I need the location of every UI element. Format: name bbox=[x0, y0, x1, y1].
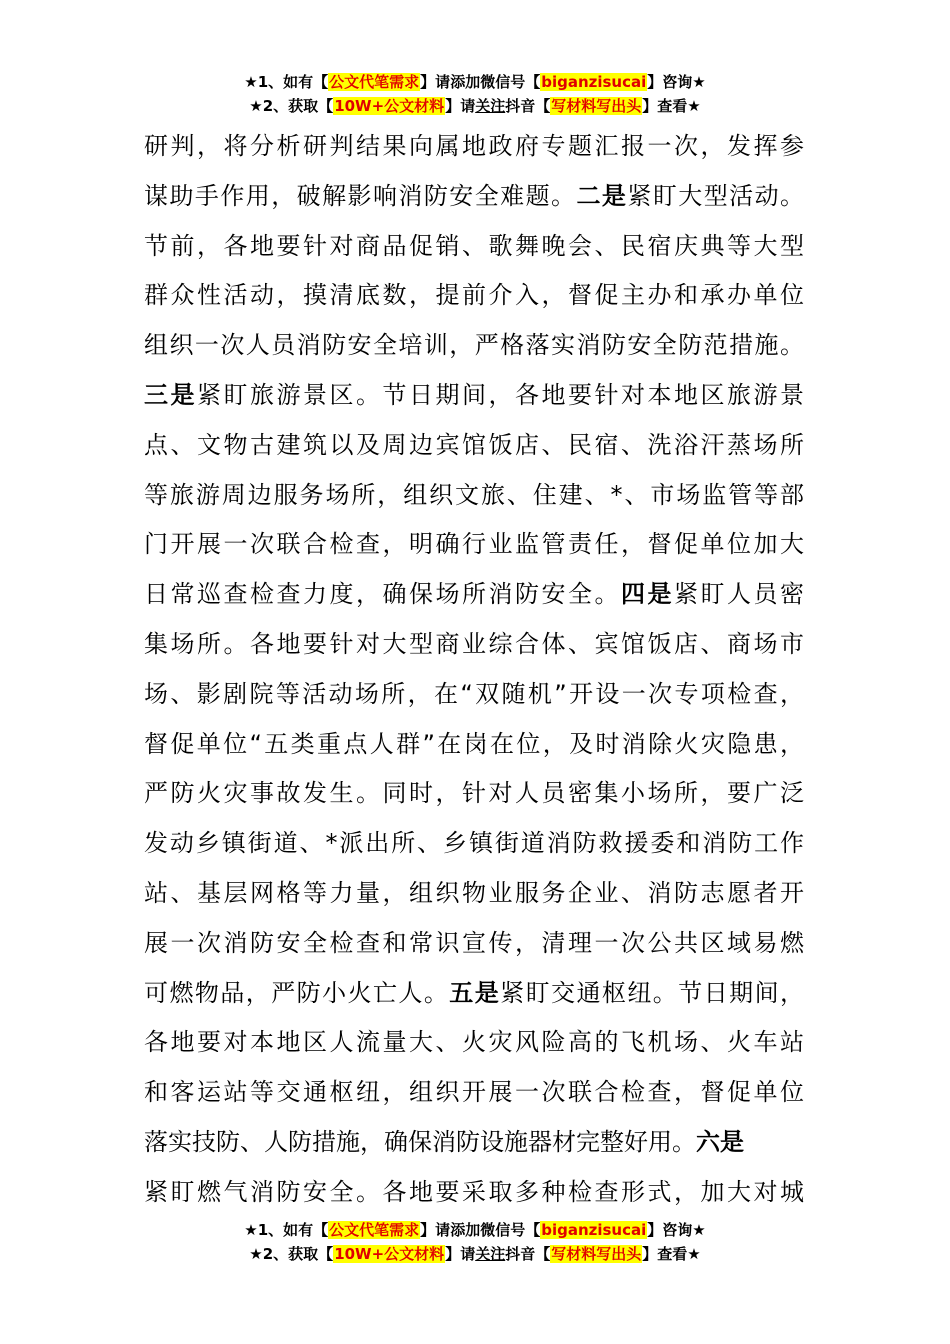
text-line bbox=[144, 819, 804, 869]
text-segment: 集场所。各地要针对大型商业综合体、宾馆饭店、商场市 bbox=[144, 629, 804, 658]
banner-line-1 bbox=[0, 1218, 950, 1242]
text-segment: 严防火灾事故发生。同时，针对人员密集小场所，要广泛 bbox=[144, 779, 804, 808]
text-segment: 紧盯交通枢纽。节日期间， bbox=[500, 978, 805, 1007]
highlight-materials: 10W+公文材料 bbox=[334, 97, 445, 115]
banner-text: 】咨询★ bbox=[647, 73, 706, 91]
text-segment: 点、文物古建筑以及周边宾馆饭店、民宿、洗浴汗蒸场所 bbox=[144, 430, 804, 459]
text-segment: 可燃物品，严防小火亡人。 bbox=[144, 978, 450, 1007]
highlight-wechat-id: biganzisucai bbox=[541, 1221, 647, 1239]
text-segment: 节前，各地要针对商品促销、歌舞晚会、民宿庆典等大型 bbox=[144, 231, 804, 260]
text-line bbox=[144, 421, 804, 471]
banner-text: 】查看★ bbox=[642, 1245, 701, 1263]
banner-text: 】请 bbox=[420, 1221, 451, 1239]
text-line bbox=[144, 570, 804, 620]
point-marker: 六是 bbox=[696, 1127, 744, 1156]
text-line bbox=[144, 520, 804, 570]
text-segment: 和客运站等交通枢纽，组织开展一次联合检查，督促单位 bbox=[144, 1078, 804, 1107]
point-marker: 五是 bbox=[449, 978, 501, 1007]
text-line bbox=[144, 371, 804, 421]
text-line bbox=[144, 321, 804, 371]
banner-text: 】请 bbox=[445, 97, 476, 115]
banner-emphasis: 添加 bbox=[450, 1221, 481, 1239]
highlight-service: 公文代笔需求 bbox=[329, 1221, 420, 1239]
text-line bbox=[144, 222, 804, 272]
banner-text: 】查看★ bbox=[642, 97, 701, 115]
banner-text: 】咨询★ bbox=[647, 1221, 706, 1239]
text-segment: 门开展一次联合检查，明确行业监管责任，督促单位加大 bbox=[144, 530, 804, 559]
highlight-wechat-id: biganzisucai bbox=[541, 73, 647, 91]
banner-text: 微信号【 bbox=[480, 1221, 541, 1239]
point-marker: 三是 bbox=[144, 380, 197, 409]
text-line bbox=[144, 1018, 804, 1068]
text-line bbox=[144, 1068, 804, 1118]
text-segment: 紧盯人员密 bbox=[674, 580, 804, 609]
highlight-materials: 10W+公文材料 bbox=[334, 1245, 445, 1263]
banner-text: 微信号【 bbox=[480, 73, 541, 91]
text-segment: 日常巡查检查力度，确保场所消防安全。 bbox=[144, 580, 621, 609]
text-segment: 展一次消防安全检查和常识宣传，清理一次公共区域易燃 bbox=[144, 928, 804, 957]
text-line bbox=[144, 869, 804, 919]
document-body bbox=[144, 122, 804, 1218]
text-segment: 落实技防、人防措施，确保消防设施器材完整好用。 bbox=[144, 1127, 696, 1156]
text-segment: 等旅游周边服务场所，组织文旅、住建、*、市场监管等部 bbox=[144, 480, 804, 509]
text-segment: 研判，将分析研判结果向属地政府专题汇报一次，发挥参 bbox=[144, 132, 804, 160]
banner-emphasis: 添加 bbox=[450, 73, 481, 91]
point-marker: 二是 bbox=[576, 181, 628, 210]
text-line bbox=[144, 919, 804, 969]
text-segment: 紧盯旅游景区。节日期间，各地要针对本地区旅游景 bbox=[197, 380, 804, 409]
text-segment: 发动乡镇街道、*派出所、乡镇街道消防救援委和消防工作 bbox=[144, 829, 804, 858]
text-line bbox=[144, 172, 804, 222]
text-line bbox=[144, 471, 804, 521]
text-segment: 督促单位“五类重点人群”在岗在位，及时消除火灾隐患， bbox=[144, 729, 804, 758]
text-line bbox=[144, 122, 804, 172]
text-segment: 各地要对本地区人流量大、火灾风险高的飞机场、火车站 bbox=[144, 1028, 804, 1057]
text-line bbox=[144, 969, 804, 1019]
highlight-douyin-account: 写材料写出头 bbox=[551, 1245, 642, 1263]
text-line bbox=[144, 670, 804, 720]
highlight-douyin-account: 写材料写出头 bbox=[551, 97, 642, 115]
text-line bbox=[144, 620, 804, 670]
banner-text: 抖音【 bbox=[505, 97, 551, 115]
text-segment: 站、基层网格等力量，组织物业服务企业、消防志愿者开 bbox=[144, 878, 804, 907]
header-banner bbox=[0, 70, 950, 118]
text-line bbox=[144, 1118, 804, 1168]
footer-banner bbox=[0, 1218, 950, 1266]
banner-emphasis: 关注 bbox=[475, 97, 506, 115]
banner-line-1 bbox=[0, 70, 950, 94]
banner-emphasis: 关注 bbox=[475, 1245, 506, 1263]
text-line bbox=[144, 1168, 804, 1218]
banner-text: 】请 bbox=[420, 73, 451, 91]
banner-text: ★1、如有【 bbox=[244, 1221, 329, 1239]
banner-text: 抖音【 bbox=[505, 1245, 551, 1263]
text-segment: 组织一次人员消防安全培训，严格落实消防安全防范措施。 bbox=[144, 331, 804, 360]
banner-line-2 bbox=[0, 1242, 950, 1266]
banner-line-2 bbox=[0, 94, 950, 118]
banner-text: ★2、获取【 bbox=[249, 97, 334, 115]
banner-text: 】请 bbox=[445, 1245, 476, 1263]
text-segment: 场、影剧院等活动场所，在“双随机”开设一次专项检查， bbox=[144, 679, 804, 708]
point-marker: 四是 bbox=[621, 580, 674, 609]
text-segment: 紧盯燃气消防安全。各地要采取多种检查形式，加大对城 bbox=[144, 1177, 804, 1206]
banner-text: ★2、获取【 bbox=[249, 1245, 334, 1263]
text-segment: 群众性活动，摸清底数，提前介入，督促主办和承办单位 bbox=[144, 281, 804, 310]
highlight-service: 公文代笔需求 bbox=[329, 73, 420, 91]
banner-text: ★1、如有【 bbox=[244, 73, 329, 91]
text-line bbox=[144, 769, 804, 819]
text-segment: 紧盯大型活动。 bbox=[627, 181, 805, 210]
text-line bbox=[144, 720, 804, 770]
text-line bbox=[144, 271, 804, 321]
text-segment: 谋助手作用，破解影响消防安全难题。 bbox=[144, 181, 577, 210]
